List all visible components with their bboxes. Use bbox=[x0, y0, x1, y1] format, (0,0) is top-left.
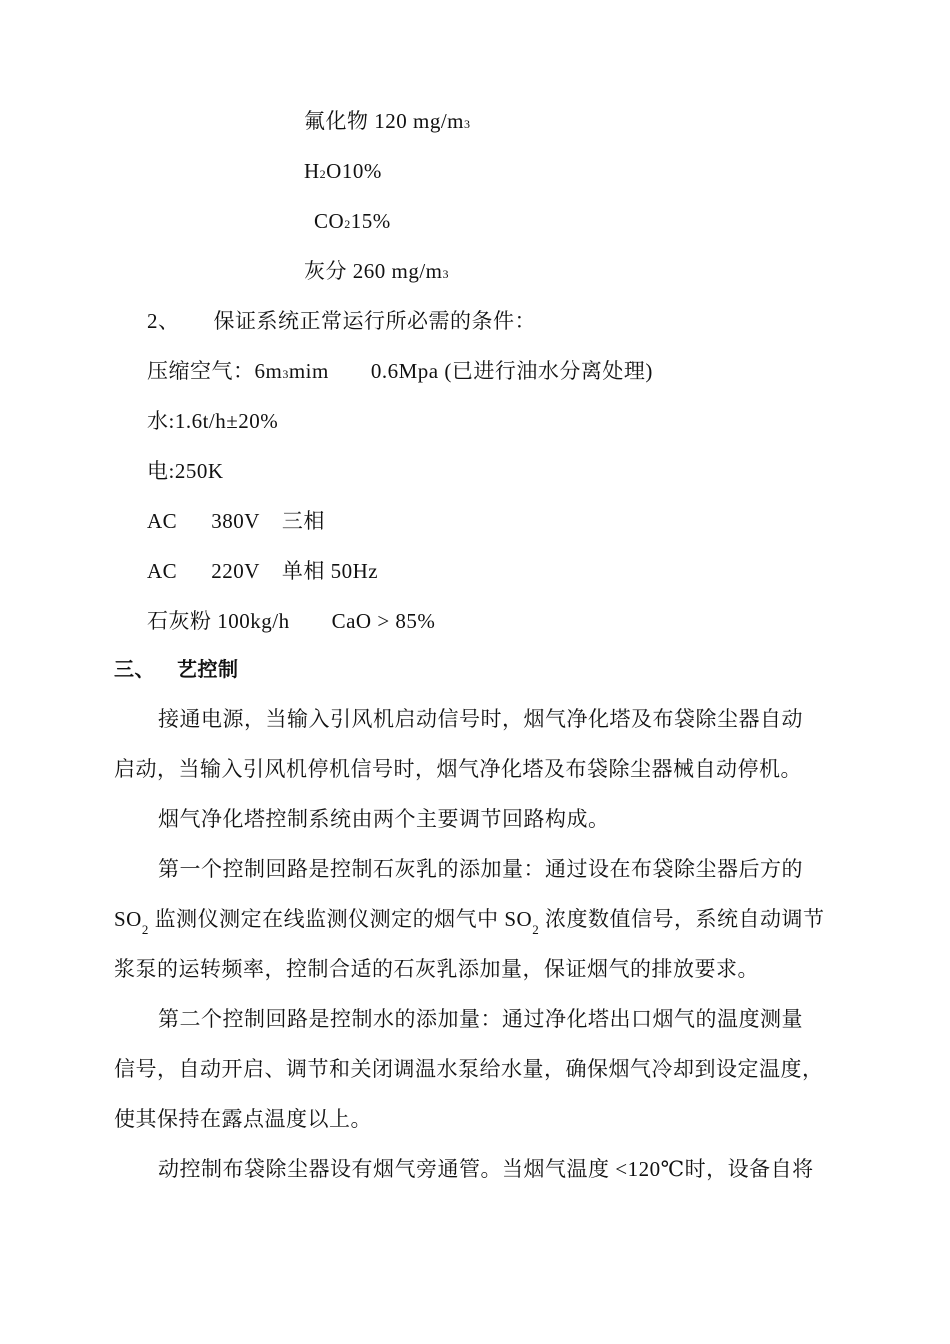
fluoride-line bbox=[304, 107, 471, 138]
h2o-sub: 2 bbox=[319, 167, 327, 181]
air-sup: 3 bbox=[282, 367, 289, 381]
para-2-line-1: 烟气净化塔控制系统由两个主要调节回路构成。 bbox=[158, 807, 610, 831]
co2-line bbox=[314, 207, 391, 238]
lime-line bbox=[147, 607, 435, 635]
section-3-heading bbox=[114, 655, 239, 683]
section-2-title: 保证系统正常运行所必需的条件： bbox=[213, 309, 536, 333]
para-4-line-3: 使其保持在露点温度以上。 bbox=[114, 1107, 372, 1131]
water-line: 水:1.6t/h±20% bbox=[147, 409, 279, 433]
para-3-line-3: 浆泵的运转频率，控制合适的石灰乳添加量，保证烟气的排放要求。 bbox=[114, 957, 759, 981]
lime-b: CaO > 85% bbox=[331, 609, 436, 633]
h2o-line bbox=[304, 157, 382, 188]
h2o-b: O10% bbox=[326, 159, 382, 183]
air-b: mim bbox=[288, 359, 329, 383]
ac2-b: 220V bbox=[211, 559, 260, 583]
compressed-air-line bbox=[147, 357, 653, 388]
so2-sub-2: 2 bbox=[532, 922, 540, 937]
so2-b: 监测仪测定在线监测仪测定的烟气中 SO bbox=[148, 907, 533, 931]
para-1-line-2: 启动，当输入引风机停机信号时，烟气净化塔及布袋除尘器械自动停机。 bbox=[114, 757, 802, 781]
so2-sub-1: 2 bbox=[141, 922, 149, 937]
section-3-number: 三、 bbox=[114, 657, 155, 681]
ac-220-line bbox=[147, 557, 378, 585]
fluoride-unit-sup: 3 bbox=[464, 117, 471, 131]
ac1-c: 三相 bbox=[281, 509, 325, 533]
section-2-heading bbox=[147, 307, 536, 335]
fluoride-text: 氟化物 120 mg/m bbox=[304, 109, 465, 133]
ash-text: 灰分 260 mg/m bbox=[304, 259, 443, 283]
ash-unit-sup: 3 bbox=[442, 267, 450, 281]
ac2-c: 单相 50Hz bbox=[281, 559, 379, 583]
para-4-line-1: 第二个控制回路是控制水的添加量：通过净化塔出口烟气的温度测量 bbox=[158, 1007, 803, 1031]
para-3-line-1: 第一个控制回路是控制石灰乳的添加量：通过设在布袋除尘器后方的 bbox=[158, 857, 803, 881]
so2-c: 浓度数值信号，系统自动调节 bbox=[539, 907, 825, 931]
air-c: 0.6Mpa (已进行油水分离处理) bbox=[370, 359, 653, 383]
so2-a: SO bbox=[114, 907, 142, 931]
ac1-b: 380V bbox=[211, 509, 260, 533]
ac2-a: AC bbox=[147, 559, 178, 583]
co2-sub: 2 bbox=[344, 217, 351, 231]
lime-a: 石灰粉 100kg/h bbox=[147, 609, 290, 633]
co2-b: 15% bbox=[350, 209, 391, 233]
para-4-line-2: 信号，自动开启、调节和关闭调温水泵给水量，确保烟气冷却到设定温度， bbox=[114, 1057, 824, 1081]
para-3-line-2 bbox=[114, 905, 824, 936]
ac1-a: AC bbox=[147, 509, 178, 533]
section-3-title: 艺控制 bbox=[177, 657, 239, 681]
ac-380-line bbox=[147, 507, 325, 535]
air-a: 压缩空气：6m bbox=[147, 359, 283, 383]
co2-a: CO bbox=[314, 209, 345, 233]
ash-line bbox=[304, 257, 449, 288]
para-1-line-1: 接通电源，当输入引风机启动信号时，烟气净化塔及布袋除尘器自动 bbox=[158, 707, 803, 731]
power-line: 电:250K bbox=[147, 459, 224, 483]
para-5-line-1: 动控制布袋除尘器设有烟气旁通管。当烟气温度 <120℃时，设备自将 bbox=[158, 1157, 814, 1181]
section-2-number: 2、 bbox=[147, 309, 180, 333]
h2o-a: H bbox=[304, 159, 320, 183]
